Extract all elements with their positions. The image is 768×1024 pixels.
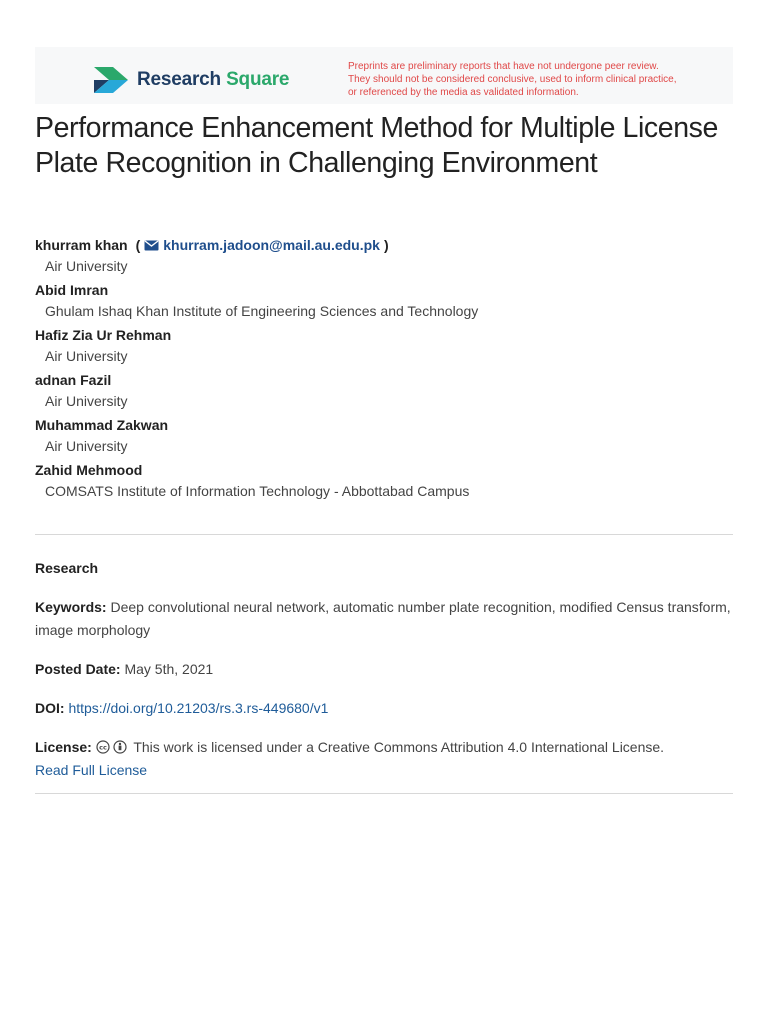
author-name: Abid Imran: [35, 282, 109, 298]
license: [35, 736, 735, 782]
disclaimer-line: or referenced by the media as validated information.: [348, 87, 579, 98]
disclaimer-line: They should not be considered conclusive, used to inform clinical practice,: [348, 74, 677, 85]
doi-label: DOI:: [35, 700, 65, 716]
research-square-logo[interactable]: [93, 65, 289, 95]
divider: [35, 793, 733, 794]
license-text: This work is licensed under a Creative Commons Attribution 4.0 International License.: [133, 739, 665, 755]
author-affiliation: Air University: [45, 438, 128, 454]
author-email: ( khurram.jadoon@mail.au.edu.pk ): [135, 237, 389, 253]
research-square-logo-icon: [93, 65, 129, 95]
author-name: adnan Fazil: [35, 372, 112, 388]
keywords: [35, 596, 735, 642]
author-affiliation: COMSATS Institute of Information Technology - Abbottabad Campus: [45, 483, 470, 499]
author-name: Muhammad Zakwan: [35, 417, 169, 433]
preprint-banner: [35, 47, 733, 104]
posted-date-value: May 5th, 2021: [124, 661, 214, 677]
read-full-license-link[interactable]: Read Full License: [35, 762, 148, 778]
author-entry: [35, 326, 735, 365]
author-entry: [35, 371, 735, 410]
license-label: License:: [35, 739, 92, 755]
author-affiliation: Ghulam Ishaq Khan Institute of Engineering Sciences and Technology: [45, 303, 479, 319]
author-list: [35, 236, 735, 506]
keywords-value: Deep convolutional neural network, automatic number plate recognition, modified Census transform, image morphology: [35, 599, 731, 638]
posted-date: [35, 658, 735, 681]
svg-text:cc: cc: [98, 743, 107, 752]
disclaimer-line: Preprints are preliminary reports that have not undergone peer review.: [348, 61, 659, 72]
author-entry: [35, 461, 735, 500]
doi: [35, 697, 735, 720]
divider: [35, 534, 733, 535]
author-entry: [35, 416, 735, 455]
author-name: Hafiz Zia Ur Rehman: [35, 327, 172, 343]
article-type: Research: [35, 560, 99, 576]
author-affiliation: Air University: [45, 258, 128, 274]
author-affiliation: Air University: [45, 348, 128, 364]
author-name: khurram khan: [35, 237, 128, 253]
author-name: Zahid Mehmood: [35, 462, 143, 478]
author-affiliation: Air University: [45, 393, 128, 409]
author-entry: [35, 236, 735, 275]
email-link[interactable]: khurram.jadoon@mail.au.edu.pk: [163, 237, 380, 253]
creative-commons-icon: [96, 740, 110, 754]
posted-date-label: Posted Date:: [35, 661, 121, 677]
doi-link[interactable]: https://doi.org/10.21203/rs.3.rs-449680/v1: [68, 700, 329, 716]
keywords-label: Keywords:: [35, 599, 107, 615]
envelope-icon: [144, 240, 159, 251]
logo-wordmark: Research Square: [137, 69, 290, 90]
author-entry: [35, 281, 735, 320]
paper-title: Performance Enhancement Method for Multiple License Plate Recognition in Challenging Environment: [35, 112, 718, 179]
preprint-disclaimer: [348, 60, 718, 99]
attribution-icon: [113, 740, 127, 754]
